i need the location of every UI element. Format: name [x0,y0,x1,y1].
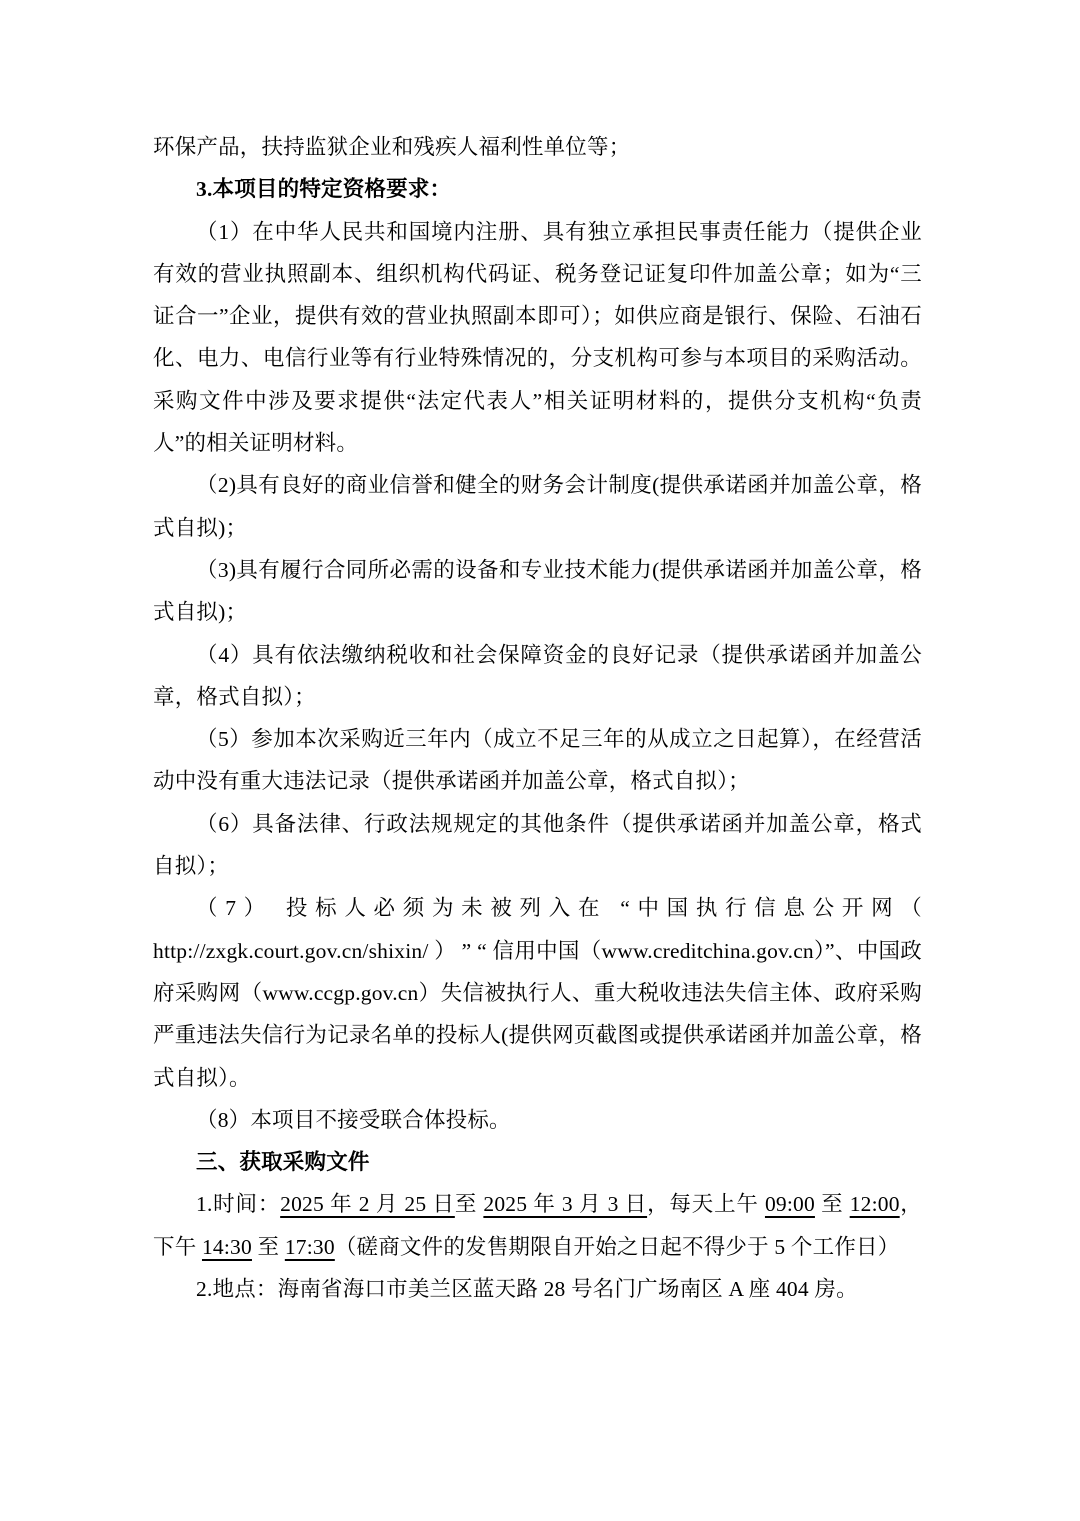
obtain-location-line: 2.地点：海南省海口市美兰区蓝天路 28 号名门广场南区 A 座 404 房。 [196,1277,858,1302]
qualification-item-8: （8）本项目不接受联合体投标。 [196,1107,511,1132]
afternoon-label: ，下午 [153,1192,923,1259]
heading-specific-qualification-requirements: 3.本项目的特定资格要求： [196,177,452,202]
paragraph-continuation: 环保产品，扶持监狱企业和残疾人福利性单位等； [153,135,631,159]
afternoon-end-time: 17:30 [284,1234,335,1259]
sale-end-date: 2025 年 3 月 3 日 [483,1192,648,1217]
heading-obtain-procurement-documents: 三、获取采购文件 [196,1150,370,1175]
morning-label: ，每天上午 [647,1192,765,1217]
time-label: 1.时间： [196,1192,281,1217]
sale-period-note: （磋商文件的发售期限自开始之日起不得少于 5 个工作日） [334,1234,900,1259]
obtain-time-line [153,1183,922,1268]
time-connector-to: 至 [454,1192,484,1217]
afternoon-connector-to: 至 [251,1234,285,1259]
qualification-item-4: （4）具有依法缴纳税收和社会保障资金的良好记录（提供承诺函并加盖公章，格式自拟）； [153,642,922,709]
qualification-item-7: （7） 投标人必须为未被列入在 “中国执行信息公开网（ http://zxgk.court.gov.cn/shixin/ ） ” “ 信用中国（www.creditchina.gov.cn）”、中国政府采购网（www.ccgp.gov.cn）失信被执行人、重大税收违法失信主体、政府采购严重违法失信行为记录名单的投标人(提供网页截图或提供承诺函并加盖公章，格式自拟）。 [153,896,922,1090]
morning-start-time: 09:00 [764,1192,815,1217]
qualification-item-5: （5）参加本次采购近三年内（成立不足三年的从成立之日起算），在经营活动中没有重大违法记录（提供承诺函并加盖公章，格式自拟）； [153,727,922,794]
qualification-item-3: （3)具有履行合同所必需的设备和专业技术能力(提供承诺函并加盖公章，格式自拟)； [153,557,922,625]
afternoon-start-time: 14:30 [201,1234,252,1259]
qualification-item-1: （1）在中华人民共和国境内注册、具有独立承担民事责任能力（提供企业有效的营业执照副本、组织机构代码证、税务登记证复印件加盖公章；如为“三证合一”企业，提供有效的营业执照副本即可）；如供应商是银行、保险、石油石化、电力、电信行业等有行业特殊情况的，分支机构可参与本项目的采购活动。采购文件中涉及要求提供“法定代表人”相关证明材料的，提供分支机构“负责人”的相关证明材料。 [153,219,922,456]
morning-end-time: 12:00 [849,1192,900,1217]
sale-start-date: 2025 年 2 月 25 日 [280,1192,455,1217]
qualification-item-6: （6）具备法律、行政法规规定的其他条件（提供承诺函并加盖公章，格式自拟）； [153,811,922,879]
qualification-item-2: （2)具有良好的商业信誉和健全的财务会计制度(提供承诺函并加盖公章，格式自拟)； [153,473,922,540]
morning-connector-to: 至 [814,1192,850,1217]
